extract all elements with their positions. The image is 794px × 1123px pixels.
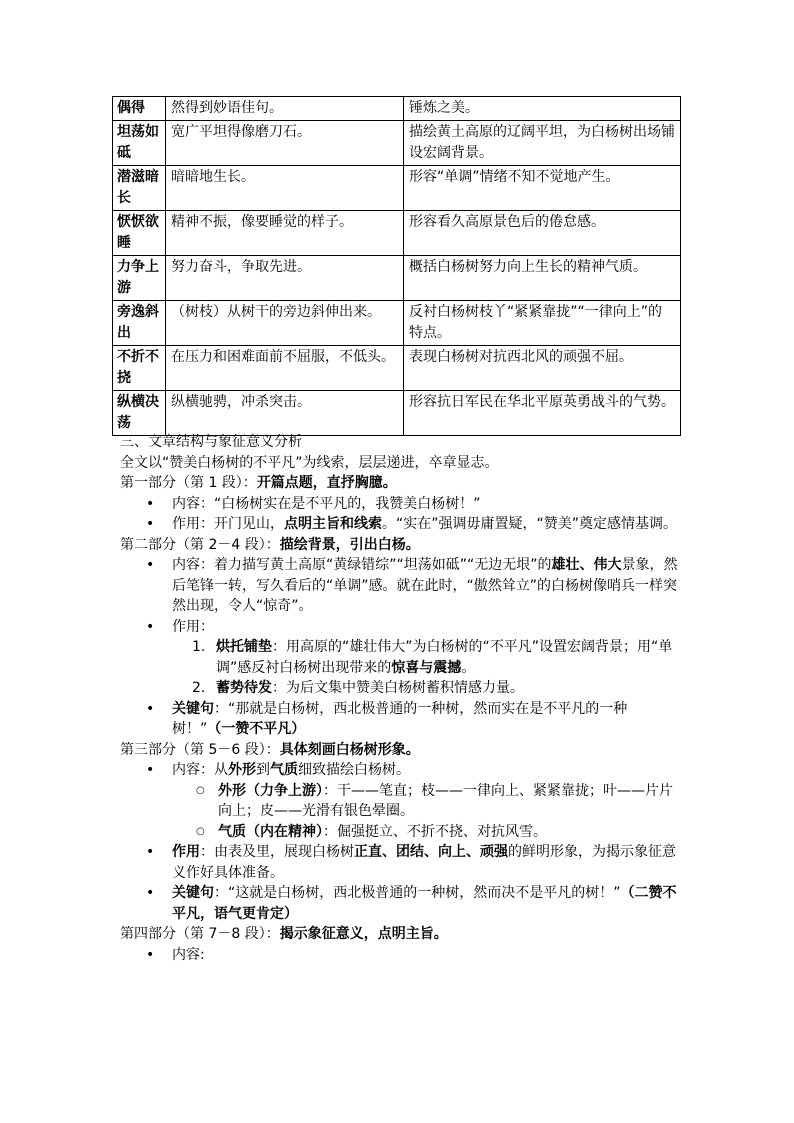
list-number: 2. — [192, 680, 206, 696]
subitem-1-text-end: 。 — [461, 659, 476, 676]
term-cell: 不折不挠 — [113, 346, 166, 391]
part2-key-sentence-item — [120, 699, 680, 740]
part4-content-text: : — [200, 946, 205, 963]
appearance-title: 外形（力争上游） — [218, 782, 323, 799]
part3-content-emphasis-2: 气质 — [270, 762, 298, 778]
structure-analysis-section — [120, 432, 680, 965]
part3-key-note: （二赞不平凡，语气更肯定） — [172, 885, 677, 922]
term-cell: 坦荡如砥 — [113, 121, 166, 166]
term-cell: 纵横决荡 — [113, 391, 166, 436]
part4-content-item — [120, 945, 680, 966]
table-row — [113, 97, 681, 121]
meaning-cell: 努力奋斗，争取先进。 — [166, 256, 404, 301]
part3-temperament-subitem — [120, 822, 680, 843]
section-title: 三、文章结构与象征意义分析 — [120, 434, 302, 450]
function-cell: 概括白杨树努力向上生长的精神气质。 — [404, 256, 681, 301]
content-label: 内容 — [172, 946, 200, 963]
function-cell: 锤炼之美。 — [404, 97, 681, 121]
function-cell: 反衬白杨树枝丫“紧紧靠拢”“一律向上”的特点。 — [404, 301, 681, 346]
effect-label: 作用 — [172, 618, 200, 635]
part3-effect-text: ：由表及里，展现白杨树 — [200, 844, 354, 860]
table-row — [113, 211, 681, 256]
part2-effect-item — [120, 617, 680, 638]
part1-heading-title: 开篇点题，直抒胸臆。 — [256, 475, 397, 491]
content-label: 内容 — [172, 557, 200, 573]
subitem-1-text: ：用高原的“雄壮伟大”为白杨树的“不平凡”设置宏阔背景；用“单调”感反衬白杨树出现带来的 — [216, 639, 673, 676]
function-cell: 表现白杨树对抗西北风的顽强不屈。 — [404, 346, 681, 391]
part3-effect-item — [120, 842, 680, 883]
part2-content-emphasis: 雄壮、伟大 — [551, 557, 622, 573]
effect-label: 作用 — [172, 516, 200, 532]
table-row — [113, 301, 681, 346]
meaning-cell: 纵横驰骋，冲杀突击。 — [166, 391, 404, 436]
meaning-cell: 宽广平坦得像磨刀石。 — [166, 121, 404, 166]
term-cell: 恹恹欲睡 — [113, 211, 166, 256]
bullet-icon: • — [146, 700, 155, 717]
term-cell: 潜滋暗长 — [113, 166, 166, 211]
part2-key-sentence: ：“那就是白杨树，西北极普通的一种树，然而实在是不平凡的一种树！” — [172, 700, 628, 737]
subitem-1-emphasis: 惊喜与震撼 — [391, 659, 462, 676]
function-cell: 形容“单调”情绪不知不觉地产生。 — [404, 166, 681, 211]
part2-content-text-2: 景象，然后笔锋一转，写久看后的“单调”感。就在此时，“傲然耸立”的白杨树像哨兵一样突然出现，令人“惊奇”。 — [172, 557, 678, 614]
vocabulary-table — [112, 96, 681, 436]
part2-key-note: （一赞不平凡） — [207, 721, 306, 737]
part1-heading-prefix: 第一部分（第 1 段）： — [120, 475, 257, 491]
term-cell: 偶得 — [113, 97, 166, 121]
part2-heading-prefix: 第二部分（第 2－4 段）： — [120, 536, 280, 553]
part3-effect-text-2: 的鲜明形象，为揭示象征意义作好具体准备。 — [172, 844, 676, 881]
part3-content-item — [120, 760, 680, 781]
part2-effect-subitem-2 — [120, 678, 680, 699]
effect-label: 作用 — [172, 844, 200, 860]
key-sentence-label: 关键句 — [172, 700, 214, 717]
part3-content-emphasis-1: 外形 — [228, 762, 256, 778]
part4-heading-prefix: 第四部分（第 7－8 段）： — [120, 926, 280, 942]
vocabulary-table-body — [113, 97, 681, 436]
term-cell: 力争上游 — [113, 256, 166, 301]
bullet-icon: • — [146, 762, 155, 778]
function-cell: 形容看久高原景色后的倦怠感。 — [404, 211, 681, 256]
part3-content-text-3: 细致描绘白杨树。 — [298, 762, 410, 778]
part4-heading-title: 揭示象征意义，点明主旨。 — [279, 926, 448, 942]
part3-heading — [120, 740, 680, 761]
part3-heading-title: 具体刻画白杨树形象。 — [279, 741, 420, 758]
bullet-icon: • — [146, 557, 155, 573]
part2-heading — [120, 535, 680, 556]
bullet-icon: • — [146, 946, 155, 963]
table-row — [113, 166, 681, 211]
part1-heading — [120, 473, 680, 494]
part4-heading — [120, 924, 680, 945]
subitem-2-title: 蓄势待发 — [216, 680, 272, 696]
function-cell: 描绘黄土高原的辽阔平坦，为白杨树出场铺设宏阔背景。 — [404, 121, 681, 166]
part1-effect-emphasis: 点明主旨和线索 — [284, 516, 382, 532]
temperament-text: ：倔强挺立、不折不挠、对抗风雪。 — [323, 823, 547, 840]
meaning-cell: 暗暗地生长。 — [166, 166, 404, 211]
temperament-title: 气质（内在精神） — [218, 823, 323, 840]
part1-effect-text: ：开门见山， — [200, 516, 284, 532]
part1-effect-text-2: 。“实在”强调毋庸置疑，“赞美”奠定感情基调。 — [382, 516, 678, 532]
part1-content-item — [120, 494, 680, 515]
subitem-1-title: 烘托铺垫 — [216, 639, 272, 655]
bullet-icon: • — [146, 495, 155, 512]
meaning-cell: （树枝）从树干的旁边斜伸出来。 — [166, 301, 404, 346]
content-label: 内容 — [172, 495, 200, 512]
part2-content-text: ：着力描写黄土高原“黄绿错综”“坦荡如砥”“无边无垠”的 — [200, 557, 552, 573]
bullet-icon: • — [146, 885, 155, 901]
table-row — [113, 121, 681, 166]
part3-content-text: ：从 — [200, 762, 228, 778]
table-row — [113, 346, 681, 391]
part2-effect-subitem-1 — [120, 637, 680, 678]
meaning-cell: 在压力和困难面前不屈服，不低头。 — [166, 346, 404, 391]
bullet-icon: • — [146, 516, 155, 532]
table-row — [113, 256, 681, 301]
part3-appearance-subitem — [120, 781, 680, 822]
bullet-icon: • — [146, 618, 155, 635]
part3-key-sentence: ：“这就是白杨树，西北极普通的一种树，然而决不是平凡的树！” — [214, 885, 621, 901]
part1-effect-item — [120, 514, 680, 535]
part3-content-text-2: 到 — [256, 762, 270, 778]
content-label: 内容 — [172, 762, 200, 778]
meaning-cell: 然得到妙语佳句。 — [166, 97, 404, 121]
table-row — [113, 391, 681, 436]
list-number: 1. — [192, 639, 206, 655]
circle-bullet-icon: ○ — [196, 784, 205, 796]
section-intro: 全文以“赞美白杨树的不平凡”为线索，层层递进，卒章显志。 — [120, 454, 499, 471]
key-sentence-label: 关键句 — [172, 885, 214, 901]
part1-content-text: ：“白杨树实在是不平凡的，我赞美白杨树！” — [200, 495, 481, 512]
effect-colon: ： — [200, 618, 214, 635]
meaning-cell: 精神不振，像要睡觉的样子。 — [166, 211, 404, 256]
function-cell: 形容抗日军民在华北平原英勇战斗的气势。 — [404, 391, 681, 436]
part2-heading-title: 描绘背景，引出白杨。 — [279, 536, 420, 553]
part3-key-sentence-item — [120, 883, 680, 924]
bullet-icon: • — [146, 844, 155, 860]
subitem-2-text: ：为后文集中赞美白杨树蓄积情感力量。 — [272, 680, 524, 696]
term-cell: 旁逸斜出 — [113, 301, 166, 346]
appearance-text: ：干——笔直；枝——一律向上、紧紧靠拢；叶——片片向上；皮——光滑有银色晕圈。 — [218, 782, 673, 819]
part3-effect-emphasis: 正直、团结、向上、顽强 — [354, 844, 508, 860]
circle-bullet-icon: ○ — [196, 825, 205, 837]
part3-heading-prefix: 第三部分（第 5－6 段）： — [120, 741, 280, 758]
part2-content-item — [120, 555, 680, 617]
